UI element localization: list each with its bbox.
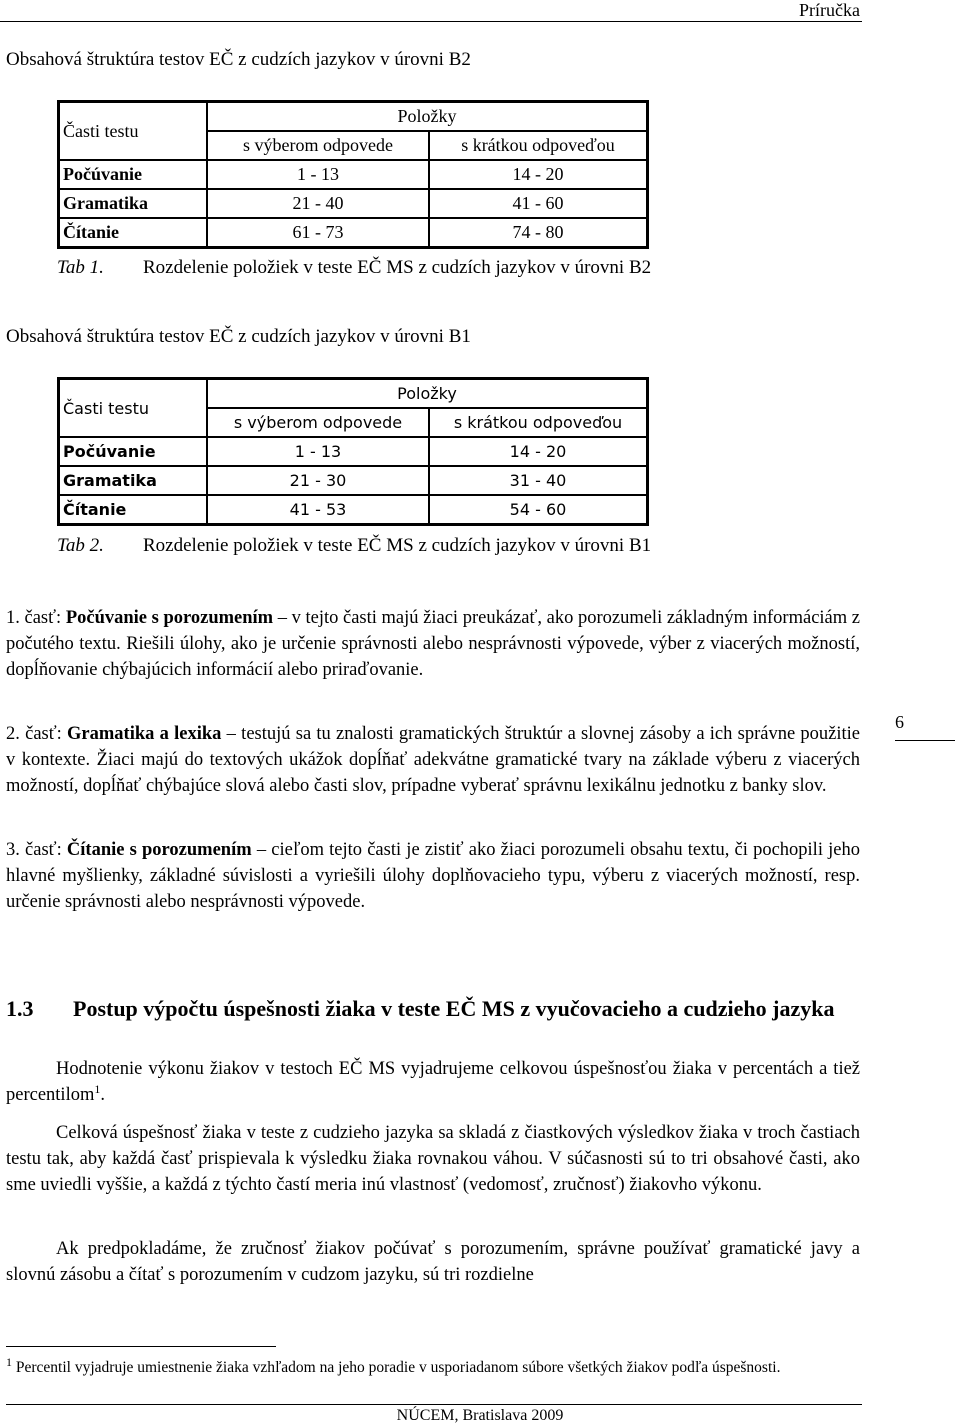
table-row [59,437,648,466]
part-prefix: 3. časť: [6,840,67,860]
table-row [59,160,648,189]
header-rule [0,21,862,22]
footnote-rule [6,1346,276,1347]
page-number: 6 [895,712,904,732]
footnote [6,1354,860,1379]
part-text: – cieľom tejto časti je zistiť ako žiaci porozumeli obsahu textu, či pochopili jeho hlavné myšlienky, základné súvislosti a vyriešili úlohy doplňovacieho typu, výberu z viacerých možností, resp. určenie správnosti alebo nesprávnosti výpovede. [6,840,860,912]
b1-caption [57,535,651,557]
row-value: 21 - 30 [207,466,429,495]
row-value: 14 - 20 [429,160,648,189]
section-paragraph-3: Ak predpokladáme, že zručnosť žiakov počúvať s porozumením, správne používať gramatické javy a slovnú zásobu a čítať s porozumením v cudzom jazyku, sú tri rozdielne [6,1239,860,1285]
row-value: 31 - 40 [429,466,648,495]
b2-group-header: Položky [397,106,457,126]
b2-section-title: Obsahová štruktúra testov EČ z cudzích jazykov v úrovni B2 [6,49,471,70]
footnote-ref: 1 [94,1081,101,1096]
paragraph-end: . [100,1085,105,1105]
part-text: – v tejto časti majú žiaci preukázať, ako porozumeli základným informáciám z počutého textu. Riešili úlohy, ako je určenie správnosti alebo nesprávnosti výpovede, výber z viacerých možností, dopĺňovanie chýbajúcich informácií alebo priraďovanie. [6,608,860,680]
b1-col1-header: s výberom odpovede [207,408,429,437]
row-value: 41 - 60 [429,189,648,218]
b1-group-header: Položky [397,384,457,403]
section-paragraph-2: Celková úspešnosť žiaka v teste z cudzieho jazyka sa skladá z čiastkových výsledkov žiaka v troch častiach testu tak, aby každá časť prispievala k výsledku žiaka rovnakou váhou. V súčasnosti sú to tri obsahové časti, ako sme uviedli vyššie, a každá z týchto častí meria inú vlastnosť (vedomosť, zručnosť) žiakovho výkonu. [6,1123,860,1195]
table-row [59,218,648,248]
b1-col2-header: s krátkou odpoveďou [429,408,648,437]
b2-table [57,100,649,249]
part-text: – testujú sa tu znalosti gramatických štruktúr a slovnej zásoby a ich správne použitie v kontexte. Žiaci majú do textových ukážok dopĺňať adekvátne gramatické tvary na základe výberu z viacerých možností, dopĺňať chýbajúce slová alebo časti slov, prípadne vyberať správnu lexikálnu jednotku z banky slov. [6,724,861,796]
caption-tab-label: Tab 1. [57,257,104,278]
part-title: Počúvanie s porozumením [65,608,274,628]
b2-col2-header: s krátkou odpoveďou [429,131,648,160]
caption-text: Rozdelenie položiek v teste EČ MS z cudzích jazykov v úrovni B2 [143,257,652,278]
running-header: Príručka [799,0,860,20]
b2-row-header: Časti testu [59,102,208,161]
page-number-rule [895,740,955,741]
row-label: Čítanie [59,218,208,248]
table-row [59,189,648,218]
row-value: 1 - 13 [207,160,429,189]
row-label: Gramatika [59,189,208,218]
page-footer: NÚCEM, Bratislava 2009 [396,1407,564,1424]
paragraph-text: Hodnotenie výkonu žiakov v testoch EČ MS vyjadrujeme celkovou úspešnosťou žiaka v percentách a tiež percentilom [6,1059,860,1105]
row-label: Počúvanie [59,160,208,189]
table-row [59,466,648,495]
section-number: 1.3 [6,996,34,1021]
footnote-mark: 1 [6,1354,12,1369]
row-value: 54 - 60 [429,495,648,525]
footnote-text: Percentil vyjadruje umiestnenie žiaka vzhľadom na jeho poradie v usporiadanom súbore všetkých žiakov podľa úspešnosti. [12,1359,781,1376]
part-1-paragraph [6,605,860,683]
caption-tab-label: Tab 2. [57,535,104,556]
row-label: Počúvanie [59,437,208,466]
row-value: 61 - 73 [207,218,429,248]
section-paragraph-1 [6,1056,860,1108]
section-title: Postup výpočtu úspešnosti žiaka v teste EČ MS z vyučovacieho a cudzieho jazyka [73,996,835,1021]
row-value: 74 - 80 [429,218,648,248]
row-value: 14 - 20 [429,437,648,466]
b1-table [57,377,649,526]
b2-caption [57,257,651,279]
caption-text: Rozdelenie položiek v teste EČ MS z cudzích jazykov v úrovni B1 [143,535,652,556]
part-2-paragraph [6,721,860,799]
part-prefix: 1. časť: [6,608,66,628]
part-title: Čítanie s porozumením [66,840,252,860]
row-value: 21 - 40 [207,189,429,218]
row-label: Čítanie [59,495,208,525]
part-title: Gramatika a lexika [67,724,222,744]
part-3-paragraph [6,837,860,915]
part-prefix: 2. časť: [6,724,68,744]
row-value: 41 - 53 [207,495,429,525]
b2-col1-header: s výberom odpovede [207,131,429,160]
row-value: 1 - 13 [207,437,429,466]
row-label: Gramatika [59,466,208,495]
b1-row-header: Časti testu [59,379,208,438]
b1-section-title: Obsahová štruktúra testov EČ z cudzích jazykov v úrovni B1 [6,326,471,347]
table-row [59,495,648,525]
